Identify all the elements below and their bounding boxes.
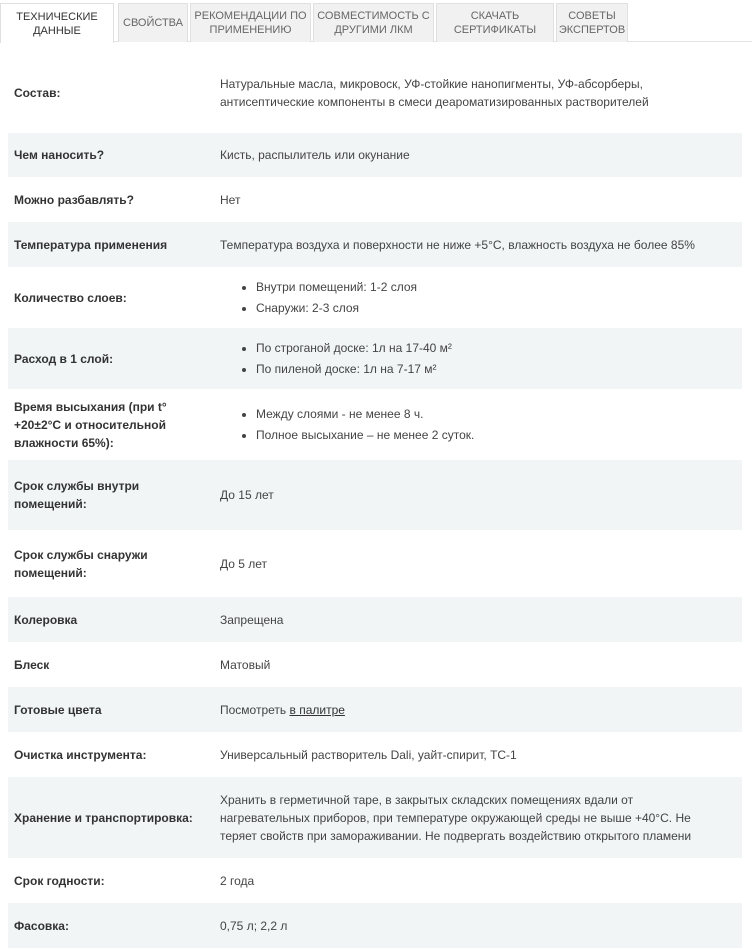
- spec-row-life-outside: [8, 530, 742, 597]
- spec-label-line: Время высыхания (при t°: [14, 399, 167, 414]
- spec-value: Универсальный растворитель Dali, уайт-спирит, ТС-1: [220, 747, 517, 762]
- tab-properties[interactable]: [118, 3, 188, 42]
- spec-value-text: Посмотреть: [220, 702, 290, 717]
- spec-row-shelf-life: [8, 858, 742, 903]
- spec-row-colors: [8, 687, 742, 732]
- spec-label: Чем наносить?: [14, 148, 105, 162]
- tab-label-line: ДАННЫЕ: [33, 24, 81, 37]
- spec-value-line: теряет свойств при замораживании. Не подвергать воздействию открытого пламени: [220, 828, 692, 843]
- list-item: • По строганой доске: 1л на 17-40 м²: [256, 338, 732, 359]
- tab-label-line: ДРУГИМИ ЛКМ: [334, 24, 413, 36]
- spec-value: Запрещена: [220, 612, 284, 627]
- tab-label-line: СКАЧАТЬ: [470, 10, 520, 22]
- spec-label-line: помещений:: [14, 565, 87, 580]
- spec-row-layers: [8, 267, 742, 328]
- spec-row-temperature: [8, 222, 742, 267]
- spec-label-line: +20±2°С и относительной: [14, 417, 167, 432]
- list-item: • По пиленой доске: 1л на 7-17 м²: [256, 359, 732, 380]
- spec-value: До 5 лет: [220, 556, 268, 571]
- spec-label: Можно разбавлять?: [14, 192, 134, 207]
- spec-label-line: влажности 65%):: [14, 435, 114, 450]
- spec-row-life-inside: [8, 460, 742, 530]
- spec-label: Количество слоев:: [14, 290, 127, 305]
- spec-value-line: антисептические компоненты в смеси деароматизированных растворителей: [220, 95, 649, 109]
- spec-list: [220, 404, 732, 446]
- spec-label: [8, 546, 220, 582]
- tab-application-recommendations[interactable]: [190, 3, 311, 42]
- spec-value: До 15 лет: [220, 488, 274, 502]
- spec-row-storage: [8, 777, 742, 858]
- tab-label-line: РЕКОМЕНДАЦИИ ПО: [194, 10, 307, 22]
- spec-value: Температура воздуха и поверхности не ниже +5°С, влажность воздуха не более 85%: [220, 237, 695, 252]
- spec-list: [220, 277, 732, 319]
- list-item: • Между слоями - не менее 8 ч.: [256, 404, 732, 425]
- tab-label: [16, 10, 98, 38]
- tab-compatibility[interactable]: [313, 3, 434, 42]
- spec-label: Очистка инструмента:: [14, 747, 147, 762]
- spec-row-dilution: [8, 177, 742, 222]
- spec-value: [220, 338, 742, 380]
- spec-value-line: нагревательных приборов, при температуре окружающей среды не выше +40°С. Не: [220, 810, 691, 825]
- spec-row-application: [8, 133, 742, 177]
- spec-label: Температура применения: [14, 237, 168, 252]
- tab-label: [317, 9, 430, 37]
- spec-label: Расход в 1 слой:: [14, 351, 114, 366]
- spec-value: 0,75 л; 2,2 л: [220, 918, 288, 933]
- tab-technical-data[interactable]: [0, 3, 114, 43]
- tab-bar: [0, 0, 752, 42]
- tab-label-line: СОВЕТЫ: [568, 10, 616, 22]
- spec-value: [220, 75, 742, 111]
- list-item: • Снаружи: 2-3 слоя: [256, 298, 732, 319]
- spec-row-tinting: [8, 597, 742, 642]
- spec-label: Блеск: [14, 657, 50, 672]
- spec-label: Готовые цвета: [14, 702, 102, 717]
- tab-label-line: ЭКСПЕРТОВ: [558, 24, 626, 36]
- spec-row-composition: [8, 70, 742, 116]
- spec-label: [8, 398, 220, 452]
- spec-value: Кисть, распылитель или окунание: [220, 148, 410, 162]
- spec-value: [220, 701, 742, 719]
- palette-link[interactable]: в палитре: [289, 702, 345, 717]
- spec-label-line: Срок службы внутри: [14, 479, 140, 493]
- list-item: • Полное высыхание – не менее 2 суток.: [256, 425, 732, 446]
- tab-label-line: СЕРТИФИКАТЫ: [453, 24, 537, 36]
- spec-label: Срок годности:: [14, 873, 105, 888]
- tab-expert-advice[interactable]: [556, 3, 628, 42]
- spec-value: [220, 277, 742, 319]
- spec-row-consumption: [8, 328, 742, 389]
- spec-label: Колеровка: [14, 612, 78, 627]
- spec-label-line: Срок службы снаружи: [14, 547, 148, 562]
- spec-value: 2 года: [220, 873, 255, 888]
- tab-label: [194, 9, 306, 37]
- tab-download-certificates[interactable]: [436, 3, 554, 42]
- spec-value: Матовый: [220, 657, 271, 672]
- spec-label-line: помещений:: [14, 497, 87, 511]
- tab-label: [454, 9, 536, 37]
- tab-label-line: ТЕХНИЧЕСКИЕ: [16, 10, 98, 23]
- spec-label: Фасовка:: [14, 918, 69, 933]
- spec-row-packaging: [8, 903, 742, 948]
- spec-label: Хранение и транспортировка:: [14, 810, 193, 825]
- spec-value: Нет: [220, 192, 241, 207]
- tab-label-line: ПРИМЕНЕНИЮ: [209, 24, 292, 36]
- spec-label: Состав:: [14, 86, 61, 100]
- tab-label-line: СОВМЕСТИМОСТЬ С: [317, 10, 430, 22]
- tab-label: [559, 9, 625, 37]
- spec-label: [8, 477, 220, 513]
- spec-row-drying: [8, 389, 742, 460]
- list-item: • Внутри помещений: 1-2 слоя: [256, 277, 732, 298]
- tab-label: [123, 16, 183, 30]
- spec-row-cleaning: [8, 732, 742, 777]
- spec-value: [220, 404, 742, 446]
- spec-value: [220, 791, 742, 845]
- tab-label-line: СВОЙСТВА: [123, 17, 183, 29]
- spec-value-line: Хранить в герметичной таре, в закрытых складских помещениях вдали от: [220, 792, 634, 807]
- spec-row-gloss: [8, 642, 742, 687]
- spec-list: [220, 338, 732, 380]
- spec-value-line: Натуральные масла, микровоск, УФ-стойкие нанопигменты, УФ-абсорберы,: [220, 77, 643, 91]
